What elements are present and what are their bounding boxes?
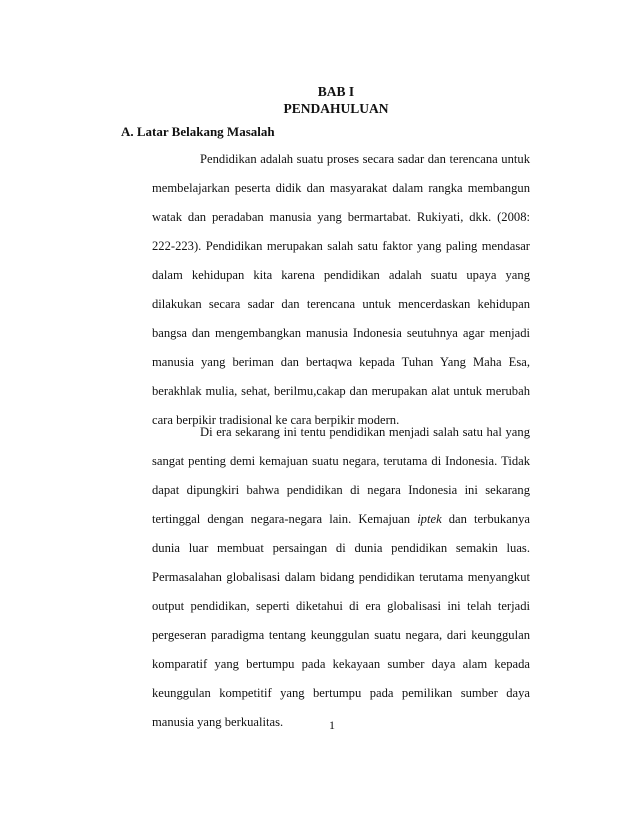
paragraph-2-text-b: dan terbukanya dunia luar membuat persaingan di dunia pendidikan semakin luas. Permasalahan globalisasi dalam bidang pendidikan terutama menyangkut output pendidikan, seperti diketahui di era globalisasi ini telah terjadi pergeseran paradigma tentang keunggulan suatu negara, dari keunggulan komparatif yang bertumpu pada kekayaan sumber daya alam kepada keunggulan kompetitif yang bertumpu pada pemilikan sumber daya manusia yang berkualitas.	[152, 512, 530, 729]
chapter-title: PENDAHULUAN	[283, 101, 389, 116]
paragraph-2	[152, 418, 530, 737]
chapter-number: BAB I	[317, 84, 355, 99]
paragraph-1: Pendidikan adalah suatu proses secara sadar dan terencana untuk membelajarkan peserta didik dan masyarakat dalam rangka membangun watak dan peradaban manusia yang bermartabat. Rukiyati, dkk. (2008: 222-223). Pendidikan merupakan salah satu faktor yang paling mendasar dalam kehidupan kita karena pendidikan adalah suatu upaya yang dilakukan secara sadar dan terencana untuk mencerdaskan kehidupan bangsa dan mengembangkan manusia Indonesia seutuhnya agar menjadi manusia yang beriman dan bertaqwa kepada Tuhan Yang Maha Esa, berakhlak mulia, sehat, berilmu,cakap dan merupakan alat untuk merubah cara berpikir tradisional ke cara berpikir modern.	[152, 152, 530, 427]
paragraph-2-italic-term: iptek	[417, 512, 442, 526]
page-number: 1	[329, 718, 335, 732]
paragraph-2-text-a: Di era sekarang ini tentu pendidikan menjadi salah satu hal yang sangat penting demi kemajuan suatu negara, terutama di Indonesia. Tidak dapat dipungkiri bahwa pendidikan di negara Indonesia ini sekarang tertinggal dengan negara-negara lain. Kemajuan	[152, 425, 530, 526]
section-heading: A. Latar Belakang Masalah	[121, 124, 275, 139]
